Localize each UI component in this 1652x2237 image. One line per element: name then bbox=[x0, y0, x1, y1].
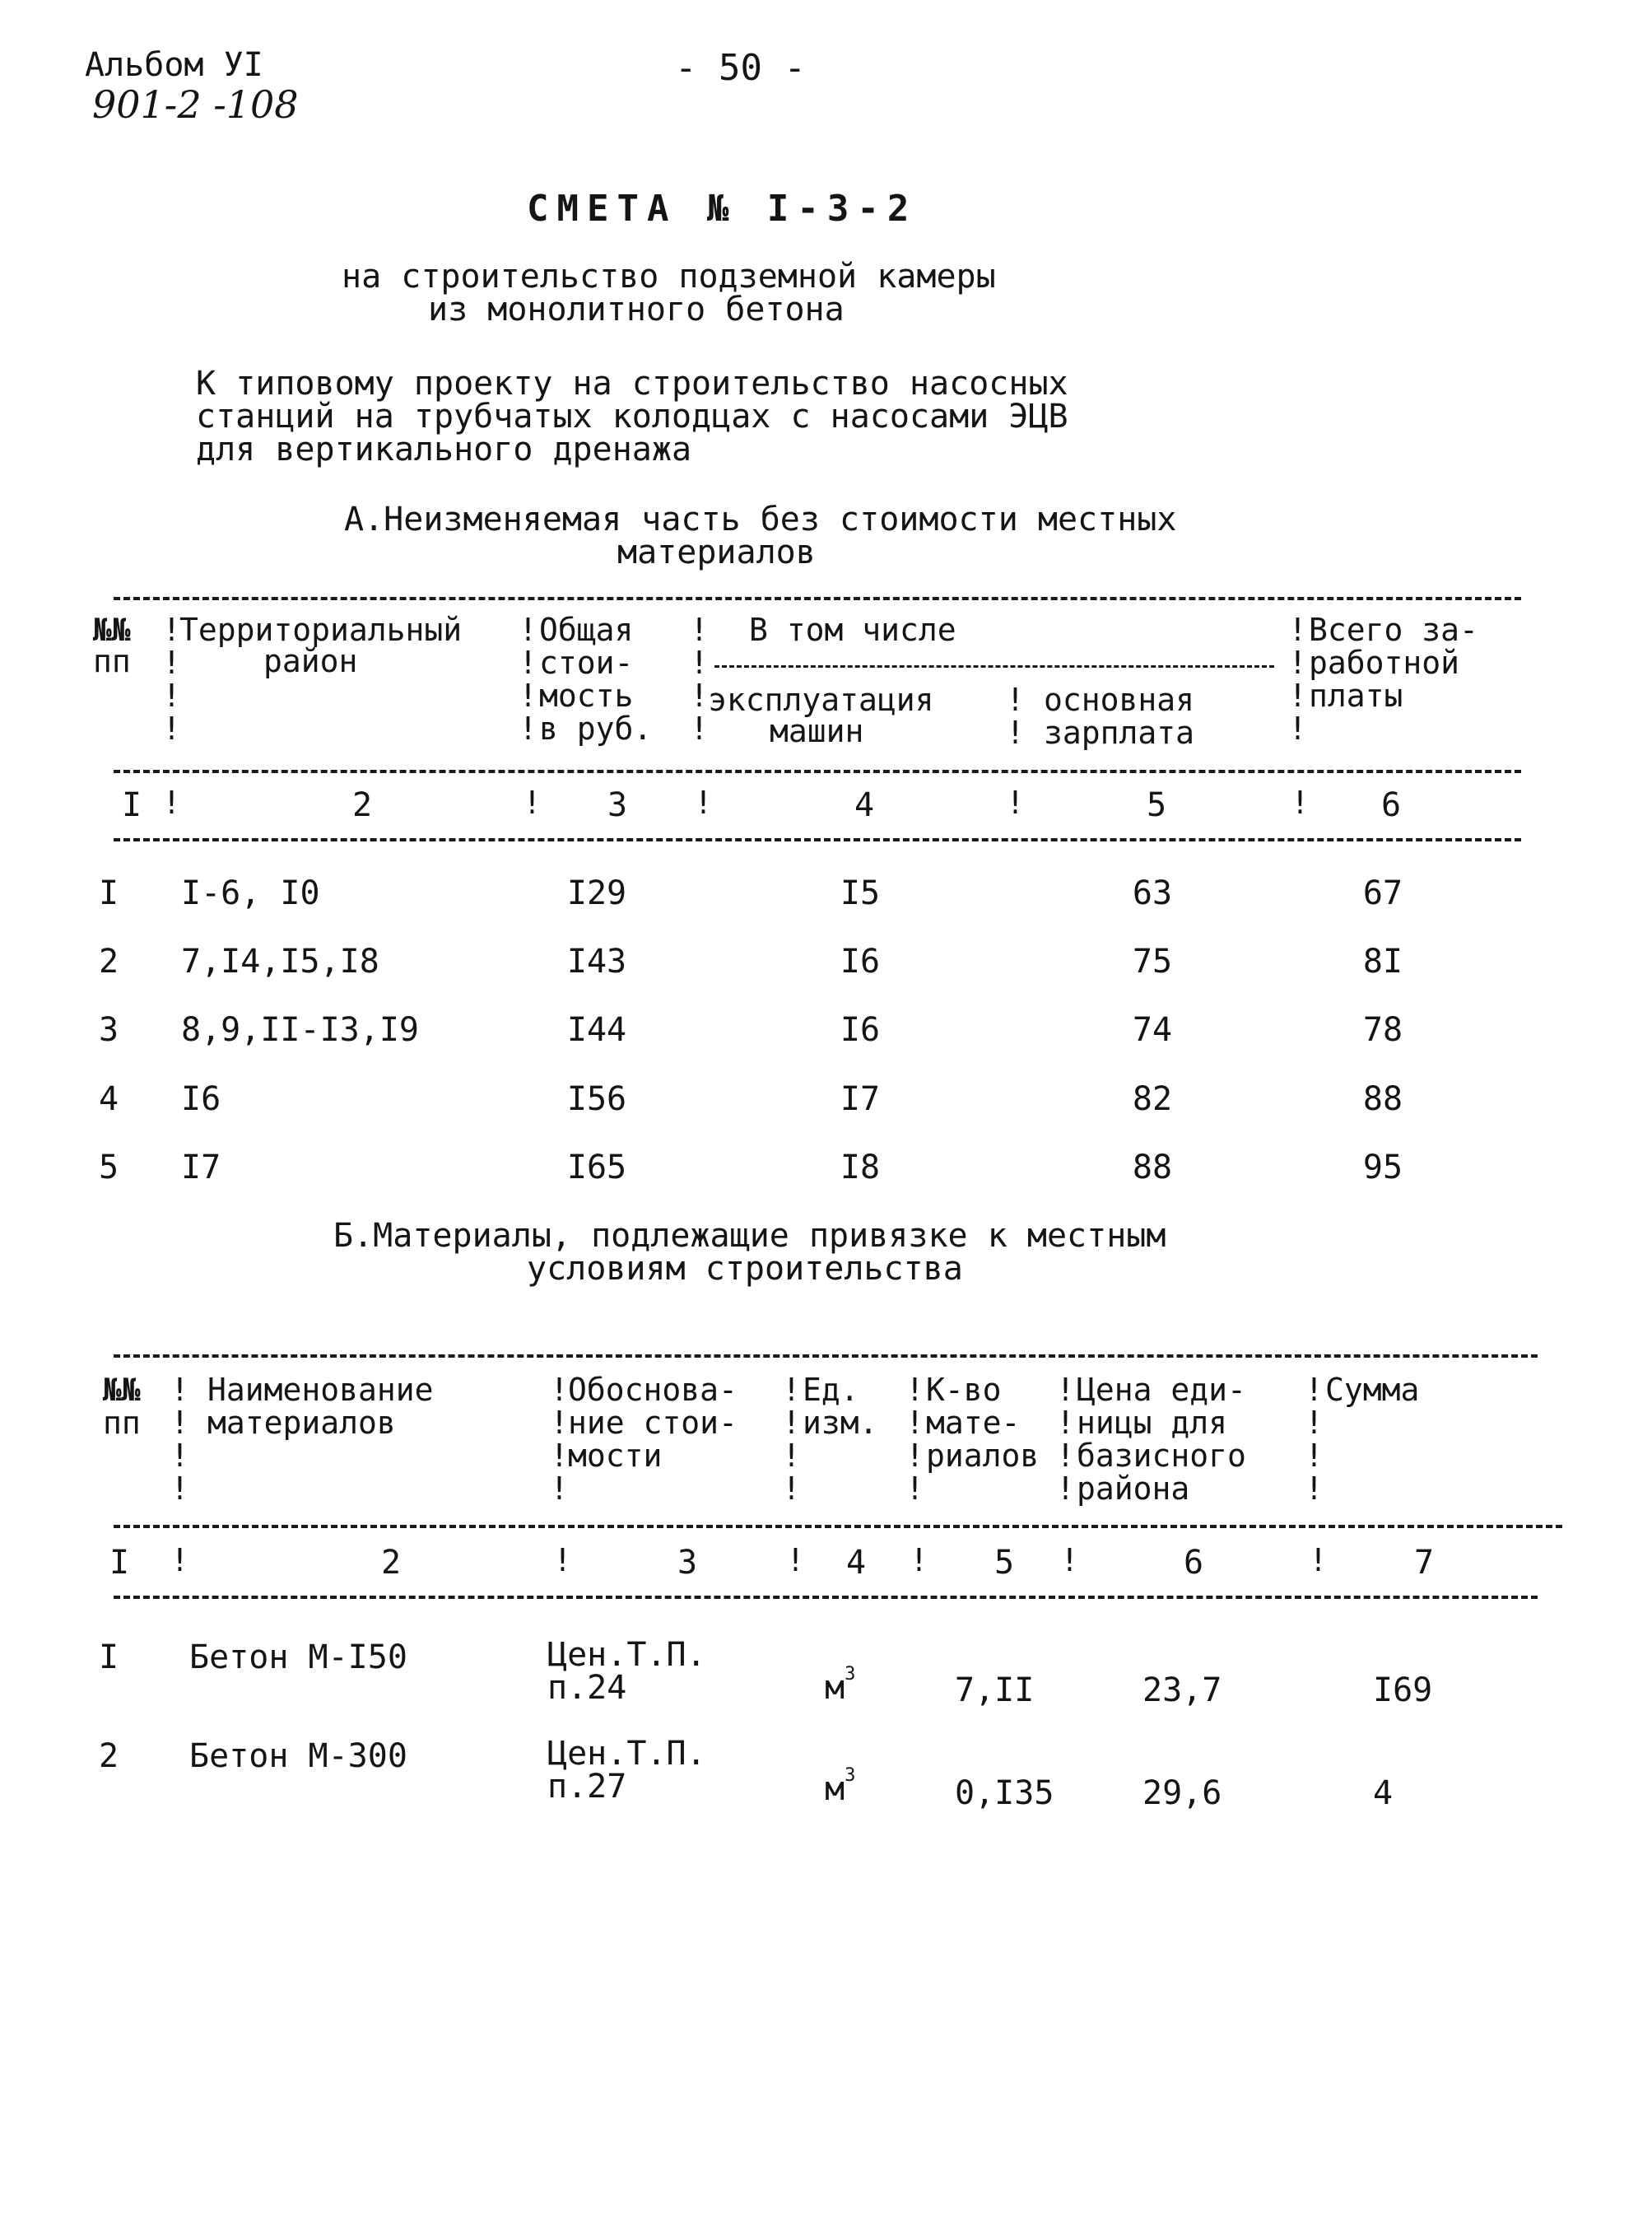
row-material-name: Бетон М-300 bbox=[189, 1737, 407, 1775]
table-b-header-qty-1: К-во bbox=[926, 1372, 1002, 1408]
row-unit bbox=[825, 1664, 856, 1707]
table-a-header-region-1: Территориальный bbox=[179, 612, 463, 648]
table-b-header-num-1: №№ bbox=[103, 1372, 141, 1408]
row-sum: I69 bbox=[1373, 1671, 1433, 1709]
table-a-header-all-2: работной bbox=[1309, 645, 1460, 681]
table-a-excl-col-4: ! ! ! ! bbox=[690, 612, 709, 747]
row-material-name: Бетон М-I50 bbox=[189, 1638, 407, 1676]
subtitle-line-1: на строительство подземной камеры bbox=[342, 258, 996, 296]
table-a-colnum: 5 bbox=[1146, 786, 1167, 824]
table-b-excl-col-6: ! ! ! ! bbox=[1056, 1372, 1075, 1507]
section-b-title-1: Б.Материалы, подлежащие привязке к местным bbox=[333, 1217, 1166, 1255]
row-unit-price: 23,7 bbox=[1142, 1671, 1222, 1709]
row-number: 2 bbox=[99, 943, 119, 981]
table-b-excl-col-4: ! ! ! ! bbox=[782, 1372, 801, 1507]
row-salary: 88 bbox=[1132, 1149, 1173, 1186]
table-b-body-rule bbox=[114, 1596, 1538, 1599]
table-b-excl-col-5: ! ! ! ! bbox=[905, 1372, 924, 1507]
table-b-colnum: 6 bbox=[1183, 1544, 1204, 1582]
project-line-1: К типовому проекту на строительство насосных bbox=[196, 365, 1068, 403]
row-number: 3 bbox=[99, 1011, 119, 1049]
table-a-colnum-excl: ! bbox=[694, 785, 713, 821]
table-a-header-including: В том числе bbox=[749, 612, 956, 648]
table-b-header-basis-2: ние стои- bbox=[568, 1405, 738, 1441]
table-a-header-region-2: район bbox=[263, 643, 358, 679]
document-code-handwritten: 901-2 -108 bbox=[92, 82, 299, 127]
table-a-colnum-excl: ! bbox=[1006, 785, 1025, 821]
project-line-2: станций на трубчатых колодцах с насосами ЭЦВ bbox=[196, 398, 1068, 436]
row-machines: I6 bbox=[840, 1011, 881, 1049]
row-number: 2 bbox=[99, 1737, 119, 1775]
table-a-colnum-excl: ! bbox=[523, 785, 542, 821]
table-b-colnum-excl: ! bbox=[553, 1542, 572, 1578]
row-unit-price: 29,6 bbox=[1142, 1774, 1222, 1812]
table-b-header-sum: Сумма bbox=[1325, 1372, 1420, 1408]
table-a-including-rule bbox=[714, 665, 1274, 668]
row-region: I7 bbox=[181, 1149, 221, 1186]
row-number: I bbox=[99, 874, 119, 912]
table-a-colnum-excl: ! bbox=[1291, 785, 1310, 821]
table-a-header-rule bbox=[114, 770, 1521, 773]
table-b-colnum: 2 bbox=[380, 1544, 402, 1582]
table-a-header-all-1: Всего за- bbox=[1309, 612, 1478, 648]
row-total-wages: 95 bbox=[1362, 1149, 1403, 1186]
row-total-wages: 88 bbox=[1362, 1080, 1403, 1118]
table-b-top-rule bbox=[114, 1354, 1538, 1358]
row-salary: 63 bbox=[1132, 874, 1173, 912]
row-basis-1: Цен.Т.П. bbox=[547, 1636, 706, 1674]
table-a-header-machines-2: машин bbox=[770, 713, 864, 749]
table-a-header-total-1: Общая bbox=[539, 612, 634, 648]
table-a-colnum-excl: ! bbox=[162, 785, 181, 821]
table-a-excl-col-6: ! ! ! ! bbox=[1288, 612, 1307, 747]
table-b-header-basis-1: Обоснова- bbox=[568, 1372, 738, 1408]
table-b-colnum-excl: ! bbox=[786, 1542, 805, 1578]
table-b-header-price-4: района bbox=[1077, 1470, 1190, 1507]
row-number: I bbox=[99, 1638, 119, 1676]
table-b-colnum-excl: ! bbox=[170, 1542, 189, 1578]
row-sum: 4 bbox=[1373, 1774, 1394, 1812]
table-a-header-salary-2: зарплата bbox=[1044, 715, 1195, 751]
table-b-colnum-excl: ! bbox=[1060, 1542, 1079, 1578]
row-basis-1: Цен.Т.П. bbox=[547, 1735, 706, 1773]
album-label: Альбом УI bbox=[85, 46, 263, 84]
table-a-header-total-4: в руб. bbox=[539, 711, 653, 747]
row-machines: I8 bbox=[840, 1149, 881, 1186]
row-total-wages: 67 bbox=[1362, 874, 1403, 912]
table-a-header-num-1: №№ bbox=[93, 612, 131, 648]
row-basis-2: п.27 bbox=[547, 1768, 627, 1806]
table-a-header-machines-1: эксплуатация bbox=[708, 682, 934, 718]
estimate-title: СМЕТА № I-3-2 bbox=[527, 188, 918, 230]
table-b-header-price-1: Цена еди- bbox=[1077, 1372, 1246, 1408]
table-a-colnum: 6 bbox=[1380, 786, 1402, 824]
row-unit bbox=[825, 1765, 856, 1808]
section-a-title-1: А.Неизменяемая часть без стоимости местных bbox=[344, 501, 1177, 538]
row-basis-2: п.24 bbox=[547, 1669, 627, 1707]
row-total-cost: I65 bbox=[566, 1149, 627, 1186]
row-total-cost: I56 bbox=[566, 1080, 627, 1118]
table-b-header-price-3: базисного bbox=[1077, 1438, 1246, 1474]
table-b-colnum-excl: ! bbox=[1309, 1542, 1328, 1578]
table-b-header-qty-3: риалов bbox=[926, 1438, 1040, 1474]
table-a-header-all-3: платы bbox=[1309, 678, 1403, 714]
table-b-colnum-excl: ! bbox=[910, 1542, 928, 1578]
table-b-header-name-2: материалов bbox=[207, 1405, 396, 1441]
table-b-header-basis-3: мости bbox=[568, 1438, 663, 1474]
row-machines: I6 bbox=[840, 943, 881, 981]
table-a-colnum: I bbox=[121, 786, 142, 824]
section-b-title-2: условиям строительства bbox=[527, 1250, 963, 1288]
table-a-excl-col: ! ! ! ! bbox=[162, 612, 181, 747]
row-total-wages: 8I bbox=[1362, 943, 1403, 981]
row-total-cost: I29 bbox=[566, 874, 627, 912]
table-a-header-salary-1: основная bbox=[1044, 682, 1195, 718]
row-salary: 74 bbox=[1132, 1011, 1173, 1049]
row-unit-text: $м^3$ bbox=[825, 1664, 856, 1707]
row-total-cost: I43 bbox=[566, 943, 627, 981]
table-b-header-rule bbox=[114, 1525, 1562, 1528]
row-quantity: 0,I35 bbox=[955, 1774, 1054, 1812]
table-b-excl-col-7: ! ! ! ! bbox=[1305, 1372, 1324, 1507]
table-b-header-num-2: пп bbox=[103, 1405, 141, 1441]
row-machines: I5 bbox=[840, 874, 881, 912]
row-region: 8,9,II-I3,I9 bbox=[181, 1011, 419, 1049]
table-a-excl-col-3: ! ! ! ! bbox=[519, 612, 537, 747]
table-a-header-total-3: мость bbox=[539, 678, 634, 714]
table-b-header-unit-2: изм. bbox=[803, 1405, 878, 1441]
page-number: - 50 - bbox=[675, 47, 806, 89]
table-b-colnum: 5 bbox=[994, 1544, 1015, 1582]
table-a-colnum: 2 bbox=[351, 786, 373, 824]
row-total-cost: I44 bbox=[566, 1011, 627, 1049]
table-b-colnum: 3 bbox=[677, 1544, 698, 1582]
table-b-header-name-1: Наименование bbox=[207, 1372, 434, 1408]
row-total-wages: 78 bbox=[1362, 1011, 1403, 1049]
row-region: I-6, I0 bbox=[181, 874, 320, 912]
table-b-excl-col-2: ! ! ! ! bbox=[170, 1372, 189, 1507]
row-salary: 82 bbox=[1132, 1080, 1173, 1118]
table-b-colnum: 7 bbox=[1413, 1544, 1435, 1582]
subtitle-line-2: из монолитного бетона bbox=[428, 291, 845, 329]
row-number: 5 bbox=[99, 1149, 119, 1186]
table-b-colnum: 4 bbox=[845, 1544, 867, 1582]
row-salary: 75 bbox=[1132, 943, 1173, 981]
table-a-colnum: 3 bbox=[607, 786, 628, 824]
table-a-header-total-2: стои- bbox=[539, 645, 634, 681]
table-a-top-rule bbox=[114, 597, 1521, 600]
row-quantity: 7,II bbox=[955, 1671, 1035, 1709]
table-b-colnum: I bbox=[109, 1544, 130, 1582]
row-region: 7,I4,I5,I8 bbox=[181, 943, 379, 981]
table-a-excl-col-5: ! ! bbox=[1006, 682, 1025, 751]
table-b-excl-col-3: ! ! ! ! bbox=[550, 1372, 569, 1507]
table-b-header-qty-2: мате- bbox=[926, 1405, 1021, 1441]
row-number: 4 bbox=[99, 1080, 119, 1118]
project-line-3: для вертикального дренажа bbox=[196, 431, 692, 468]
row-region: I6 bbox=[181, 1080, 221, 1118]
table-a-colnum: 4 bbox=[854, 786, 875, 824]
table-a-body-rule bbox=[114, 838, 1521, 841]
table-b-header-price-2: ницы для bbox=[1077, 1405, 1228, 1441]
table-a-header-num-2: пп bbox=[93, 643, 131, 679]
row-machines: I7 bbox=[840, 1080, 881, 1118]
row-unit-text: $м^3$ bbox=[825, 1765, 856, 1808]
table-b-header-unit-1: Ед. bbox=[803, 1372, 859, 1408]
section-a-title-2: материалов bbox=[617, 534, 816, 571]
